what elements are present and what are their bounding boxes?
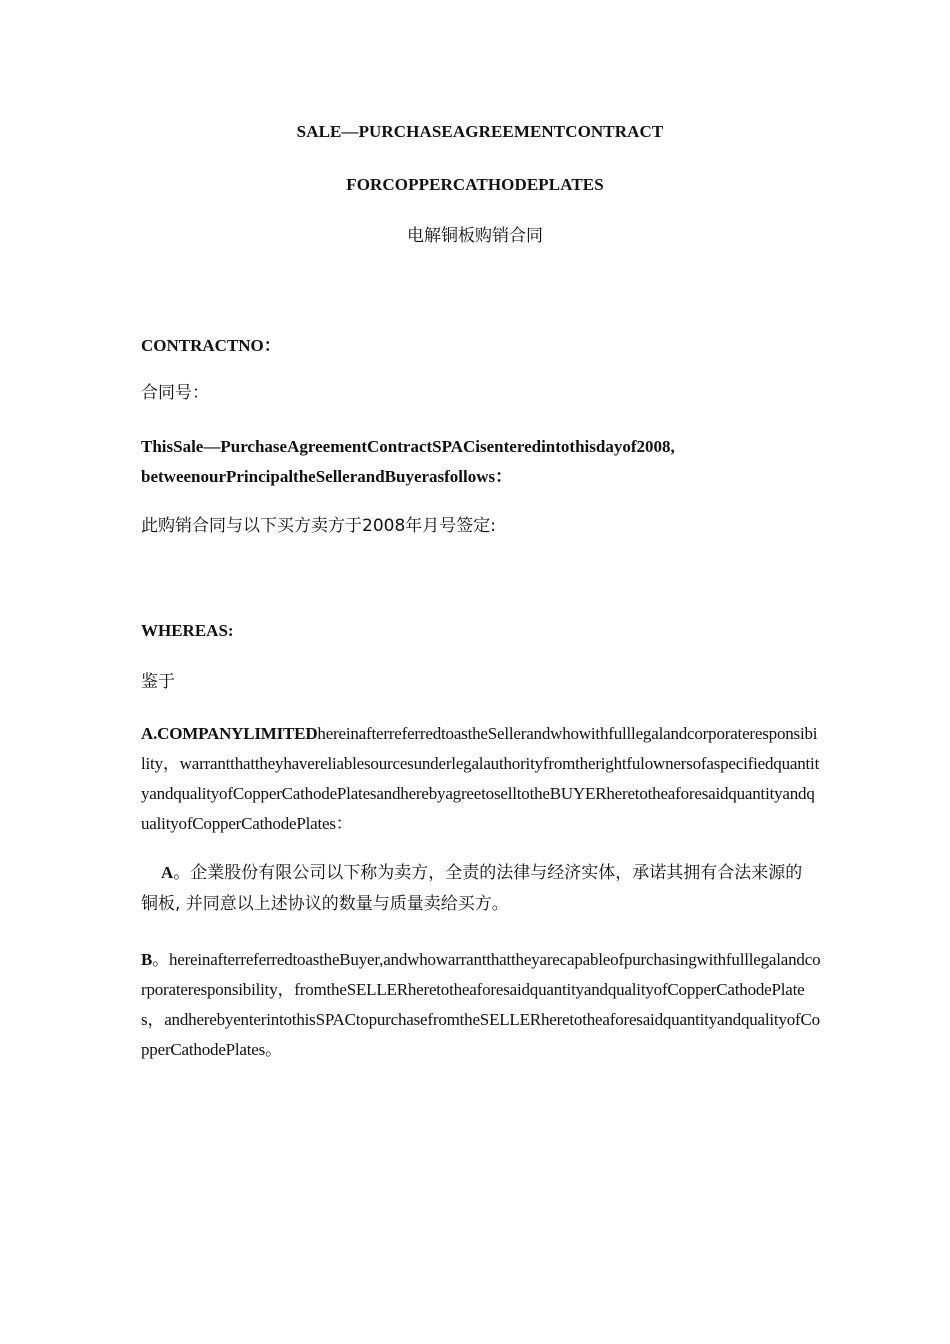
- clause-a-paragraph-cn: [141, 857, 811, 920]
- clause-a-text: hereinafterreferredtoastheSellerandwhowithfulllegalandcorporateresponsibility，warrantthattheyhavereliablesourcesunderlegalauthorityfromtherightfulownersofaspecifiedquantityandqualityofCopperCathodePlatesandherebyagreetoselltotheBUYERheretotheaforesaidquantityandqualityofCopperCathodePlates：: [141, 724, 820, 833]
- whereas-heading: WHEREAS:: [141, 621, 234, 640]
- contract-number-label-cn: 合同号：: [141, 383, 209, 403]
- intro-paragraph: [141, 432, 821, 492]
- document-title-line1: SALE—PURCHASEAGREEMENTCONTRACT: [296, 122, 664, 141]
- clause-b-paragraph: [141, 945, 821, 1065]
- clause-a-cn-lead: A: [161, 863, 174, 882]
- document-title-line2: FORCOPPERCATHODEPLATES: [346, 175, 604, 194]
- intro-line2: betweenourPrincipaltheSellerandBuyerasfollows：: [141, 467, 513, 486]
- intro-paragraph-cn: 此购销合同与以下买方卖方于2008年月号签定:: [141, 516, 496, 536]
- document-title-cn: 电解铜板购销合同: [407, 226, 543, 246]
- clause-a-lead: A.COMPANYLIMITED: [141, 724, 318, 743]
- whereas-heading-cn: 鉴于: [141, 672, 175, 692]
- clause-a-paragraph: [141, 719, 821, 839]
- clause-b-lead: B: [141, 950, 153, 969]
- intro-line1: ThisSale—PurchaseAgreementContractSPACisenteredintothisdayof2008,: [141, 437, 675, 456]
- clause-a-cn-text: 。企業股份有限公司以下称为卖方，全责的法律与经济实体，承诺其拥有合法来源的铜板, 并同意以上述协议的数量与质量卖给买方。: [141, 863, 803, 914]
- clause-b-text: 。hereinafterreferredtoastheBuyer,andwhowarrantthattheyarecapableofpurchasingwithfulllegalandcorporateresponsibility，fromtheSELLERheretotheaforesaidquantityandqualityofCopperCathodePlates，andherebyenterintothisSPACtopurchasefromtheSELLERheretotheaforesaidquantityandqualityofCopperCathodePlates。: [141, 950, 821, 1059]
- contract-number-label: CONTRACTNO：: [141, 336, 281, 355]
